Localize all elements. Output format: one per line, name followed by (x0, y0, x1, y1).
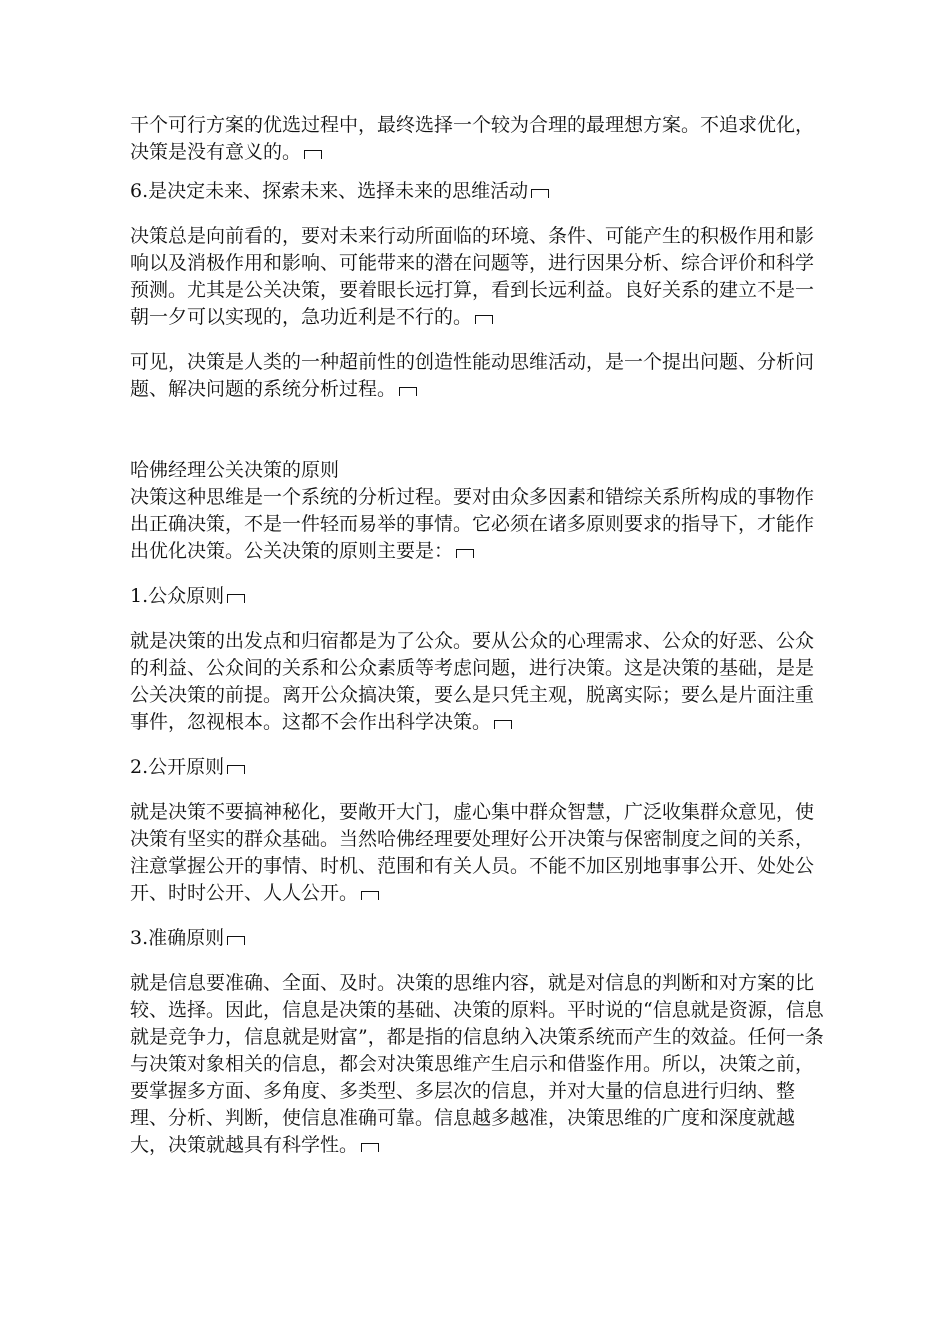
paragraph (130, 112, 830, 166)
paragraph (130, 223, 830, 331)
paragraph-text: 决策总是向前看的，要对未来行动所面临的环境、条件、可能产生的积极作用和影响以及消极作用和影响、可能带来的潜在问题等，进行因果分析、综合评价和科学预测。尤其是公关决策，要着眼长远打算，看到长远利益。良好关系的建立不是一朝一夕可以实现的，急功近利是不行的。 (130, 225, 815, 328)
paragraph (130, 799, 830, 907)
subheading (130, 178, 830, 205)
paragraph-text: 干个可行方案的优选过程中，最终选择一个较为合理的最理想方案。不追求优化，决策是没有意义的。 (130, 114, 815, 163)
paragraph-mark-icon (227, 765, 245, 774)
paragraph-mark-icon (475, 315, 493, 324)
paragraph-mark-icon (227, 594, 245, 603)
subheading-text: 2.公开原则 (130, 756, 225, 778)
document-page (130, 112, 830, 1159)
paragraph (130, 484, 830, 565)
subheading (130, 925, 830, 952)
paragraph (130, 628, 830, 736)
paragraph-text: 可见，决策是人类的一种超前性的创造性能动思维活动，是一个提出问题、分析问题、解决问题的系统分析过程。 (130, 351, 815, 400)
paragraph-mark-icon (227, 936, 245, 945)
paragraph-text: 就是决策不要搞神秘化，要敞开大门，虚心集中群众智慧，广泛收集群众意见，使决策有坚实的群众基础。当然哈佛经理要处理好公开决策与保密制度之间的关系，注意掌握公开的事情、时机、范围和有关人员。不能不加区别地事事公开、处处公开、时时公开、人人公开。 (130, 801, 815, 904)
section-title: 哈佛经理公关决策的原则 (130, 459, 340, 481)
paragraph-text: 就是信息要准确、全面、及时。决策的思维内容，就是对信息的判断和对方案的比较、选择。因此，信息是决策的基础、决策的原料。平时说的“信息就是资源，信息就是竞争力，信息就是财富”，都是指的信息纳入决策系统而产生的效益。任何一条与决策对象相关的信息，都会对决策思维产生启示和借鉴作用。所以，决策之前，要掌握多方面、多角度、多类型、多层次的信息，并对大量的信息进行归纳、整理、分析、判断，使信息准确可靠。信息越多越准，决策思维的广度和深度就越大，决策就越具有科学性。 (130, 972, 824, 1156)
subheading-text: 1.公众原则 (130, 585, 225, 607)
paragraph-text: 就是决策的出发点和归宿都是为了公众。要从公众的心理需求、公众的好恶、公众的利益、公众间的关系和公众素质等考虑问题，进行决策。这是决策的基础，是是公关决策的前提。离开公众搞决策，要么是只凭主观，脱离实际；要么是片面注重事件，忽视根本。这都不会作出科学决策。 (130, 630, 815, 733)
subheading (130, 583, 830, 610)
subheading-text: 6.是决定未来、探索未来、选择未来的思维活动 (130, 180, 529, 202)
paragraph-mark-icon (361, 891, 379, 900)
subheading (130, 754, 830, 781)
paragraph-mark-icon (531, 189, 549, 198)
paragraph (130, 349, 830, 403)
paragraph-mark-icon (304, 150, 322, 159)
paragraph-mark-icon (361, 1143, 379, 1152)
paragraph-mark-icon (456, 549, 474, 558)
paragraph-mark-icon (494, 720, 512, 729)
paragraph-mark-icon (399, 387, 417, 396)
subheading-text: 3.准确原则 (130, 927, 225, 949)
paragraph (130, 970, 830, 1159)
paragraph-text: 决策这种思维是一个系统的分析过程。要对由众多因素和错综关系所构成的事物作出正确决策，不是一件轻而易举的事情。它必须在诸多原则要求的指导下，才能作出优化决策。公关决策的原则主要是： (130, 486, 815, 562)
